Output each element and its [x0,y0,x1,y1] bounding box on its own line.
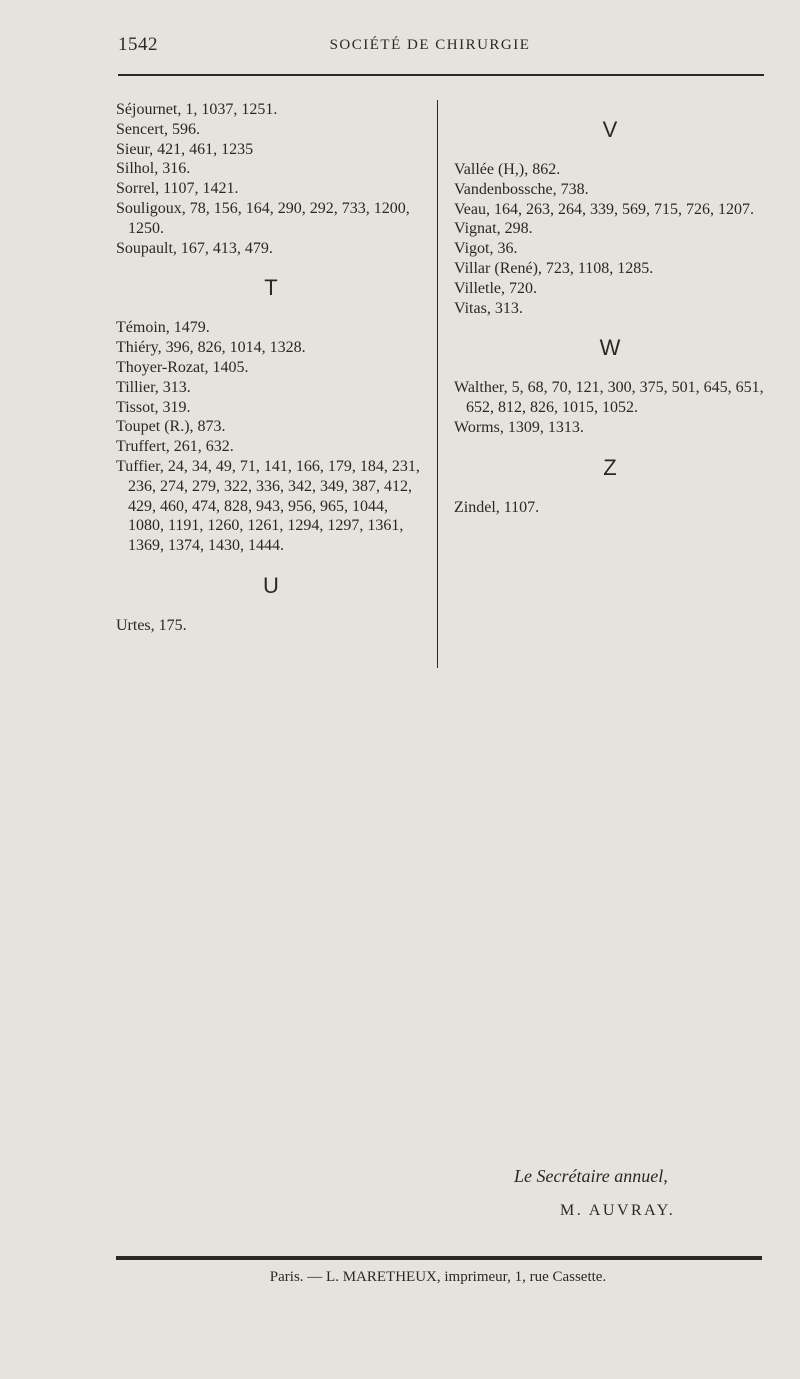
page-number: 1542 [118,34,158,55]
index-entry: Sieur, 421, 461, 1235 [116,140,254,158]
section-letter-w: W [599,335,621,361]
left-column [116,100,426,636]
index-entry: Tillier, 313. [116,378,191,396]
index-entry: Thiéry, 396, 826, 1014, 1328. [116,339,306,357]
index-entry: Truffert, 261, 632. [116,438,234,456]
index-entry: Vitas, 313. [454,299,523,317]
right-column [454,100,766,518]
index-entry: Thoyer-Rozat, 1405. [116,358,249,376]
signature-role: Le Secrétaire annuel, [514,1166,668,1186]
section-letter-t: T [264,275,278,301]
index-entry: Tuffier, 24, 34, 49, 71, 141, 166, 179, 184, 231, 236, 274, 279, 322, 336, 342, 349, 387, 412, 429, 460, 474, 828, 943, 956, 965, 1044, 1080, 1191, 1260, 1261, 1294, 1297, 1361, 1369, 1374, 1430, 1444. [116,457,420,555]
index-entry: Sencert, 596. [116,120,200,138]
section-letter-v: V [602,117,618,142]
running-title: SOCIÉTÉ DE CHIRURGIE [329,37,531,53]
index-entry: Sorrel, 1107, 1421. [116,180,239,198]
signature-name: M. AUVRAY. [560,1202,676,1219]
section-letter-u: U [263,572,279,598]
index-entry: Villetle, 720. [454,279,538,297]
index-entry: Soupault, 167, 413, 479. [116,239,273,257]
section-letter-z: Z [603,454,617,480]
index-entry: Walther, 5, 68, 70, 121, 300, 375, 501, 645, 651, 652, 812, 826, 1015, 1052. [454,379,764,417]
index-entry: Veau, 164, 263, 264, 339, 569, 715, 726, 1207. [454,200,754,218]
index-entry: Tissot, 319. [116,398,191,416]
index-entry: Vigot, 36. [454,240,518,258]
index-entry: Souligoux, 78, 156, 164, 290, 292, 733, 1200, 1250. [116,199,410,237]
index-entry: Worms, 1309, 1313. [454,418,584,436]
column-divider [437,100,438,668]
index-entry: Vallée (H,), 862. [454,161,561,178]
footer-rule [116,1256,762,1260]
index-entry: Silhol, 316. [116,160,191,178]
header-rule [118,74,764,76]
index-entry: Villar (René), 723, 1108, 1285. [454,259,654,277]
index-entry: Zindel, 1107. [454,498,540,516]
printer-imprint: Paris. — L. MARETHEUX, imprimeur, 1, rue Cassette. [269,1269,607,1285]
index-entry: Séjournet, 1, 1037, 1251. [116,101,278,118]
index-entry: Urtes, 175. [116,616,187,634]
index-entry: Toupet (R.), 873. [116,418,226,436]
index-entry: Vignat, 298. [454,220,533,238]
index-entry: Vandenbossche, 738. [454,180,589,198]
index-entry: Témoin, 1479. [116,319,210,337]
